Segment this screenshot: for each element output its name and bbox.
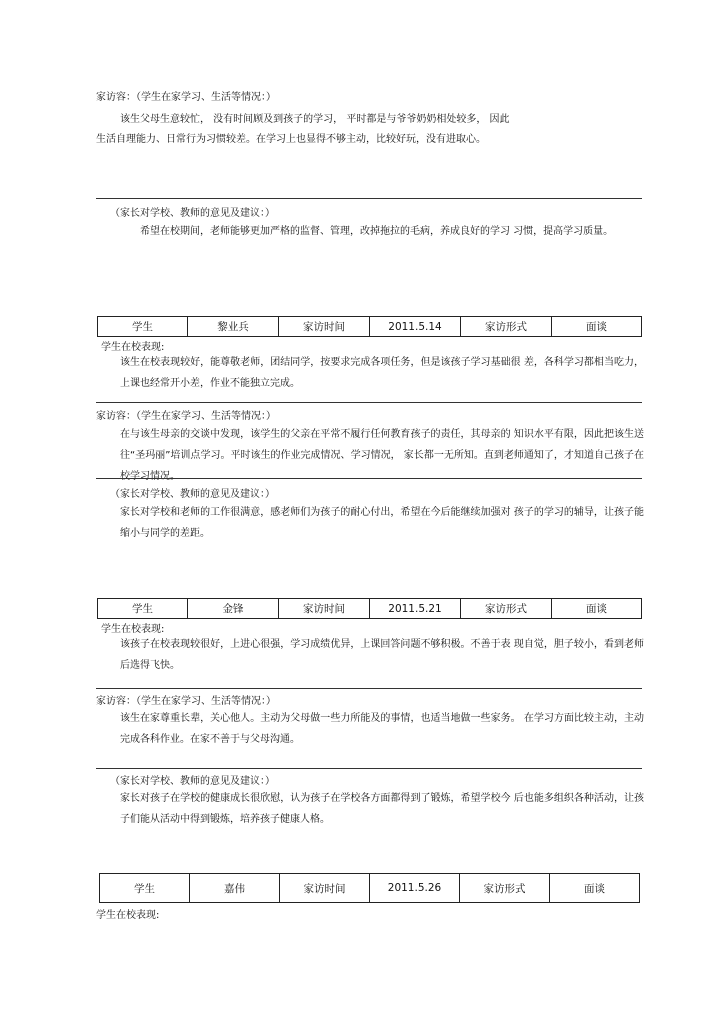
visit-time-value: 2011.5.26: [370, 874, 460, 903]
parent-advice-label: （家长对学校、教师的意见及建议：）: [110, 776, 275, 787]
home-visit-label: 家访容：（学生在家学习、生活等情况：）: [96, 696, 276, 707]
home-visit-label: 家访容：（学生在家学习、生活等情况：）: [96, 92, 276, 103]
visit-time-value: 2011.5.21: [370, 599, 461, 619]
visit-time-value: 2011.5.14: [370, 317, 461, 337]
visit-form-value: 面谈: [550, 874, 640, 903]
home-visit-text: 在与该生母亲的交谈中发现，该学生的父亲在平常不履行任何教育孩子的责任，其母亲的 知识水平有限，因此把该生送往“圣玛丽”培训点学习。平时该生的作业完成情况、学习情况， 家长都一无所知。直到老师通知了，才知道自己孩子在校学习情况。: [120, 429, 644, 482]
visit-time-label: 家访时间: [279, 317, 370, 337]
parent-advice-text: 家长对孩子在学校的健康成长很欣慰，认为孩子在学校各方面都得到了锻炼，希望学校今 后也能多组织各种活动，让孩子们能从活动中得到锻炼，培养孩子健康人格。: [120, 793, 644, 825]
student-name: 嘉伟: [190, 874, 280, 903]
student-name: 金锋: [188, 599, 279, 619]
divider: [96, 198, 642, 199]
student-label: 学生: [100, 874, 190, 903]
home-visit-text: 该生父母生意较忙， 没有时间顾及到孩子的学习， 平时都是与爷爷奶奶相处较多， 因此: [120, 114, 510, 125]
school-performance-label: 学生在校表现:: [101, 342, 165, 353]
school-performance-label: 学生在校表现:: [101, 624, 165, 635]
table-row: [100, 874, 640, 903]
school-performance-text: 该生在校表现较好，能尊敬老师，团结同学，按要求完成各项任务，但是该孩子学习基础很 差，各科学习都相当吃力，上课也经常开小差，作业不能独立完成。: [120, 357, 644, 389]
parent-advice-text: 希望在校期间，老师能够更加严格的监督、管理，改掉拖拉的毛病，养成良好的学习 习惯，提高学习质量。: [140, 226, 614, 237]
home-visit-text: 生活自理能力、日常行为习惯较差。在学习上也显得不够主动，比较好玩，没有进取心。: [96, 134, 486, 145]
visit-info-table: [97, 316, 642, 337]
parent-advice-label: （家长对学校、教师的意见及建议：）: [110, 489, 275, 500]
visit-form-value: 面谈: [552, 317, 642, 337]
visit-time-label: 家访时间: [280, 874, 370, 903]
divider: [96, 478, 642, 479]
student-label: 学生: [98, 599, 188, 619]
parent-advice-text: 家长对学校和老师的工作很满意，感老师们为孩子的耐心付出，希望在今后能继续加强对 孩子的学习的辅导，让孩子能缩小与同学的差距。: [120, 507, 644, 539]
school-performance-text: 该孩子在校表现较很好，上进心很强，学习成绩优异，上课回答问题不够积极。不善于表 现自觉，胆子较小，看到老师后选得飞快。: [120, 639, 644, 671]
visit-form-label: 家访形式: [461, 599, 552, 619]
divider: [96, 688, 642, 689]
visit-form-label: 家访形式: [461, 317, 552, 337]
home-visit-label: 家访容：（学生在家学习、生活等情况：）: [96, 411, 276, 422]
visit-info-table: [99, 873, 640, 903]
student-name: 黎业兵: [188, 317, 279, 337]
visit-form-value: 面谈: [552, 599, 642, 619]
visit-form-label: 家访形式: [460, 874, 550, 903]
table-row: [98, 317, 642, 337]
student-label: 学生: [98, 317, 188, 337]
school-performance-label: 学生在校表现:: [96, 910, 160, 921]
visit-time-label: 家访时间: [279, 599, 370, 619]
parent-advice-label: （家长对学校、教师的意见及建议：）: [110, 208, 275, 219]
table-row: [98, 599, 642, 619]
divider: [96, 402, 642, 403]
divider: [96, 768, 642, 769]
home-visit-text: 该生在家尊重长辈，关心他人。主动为父母做一些力所能及的事情，也适当地做一些家务。 在学习方面比较主动，主动完成各科作业。在家不善于与父母沟通。: [120, 713, 644, 745]
visit-info-table: [97, 598, 642, 619]
